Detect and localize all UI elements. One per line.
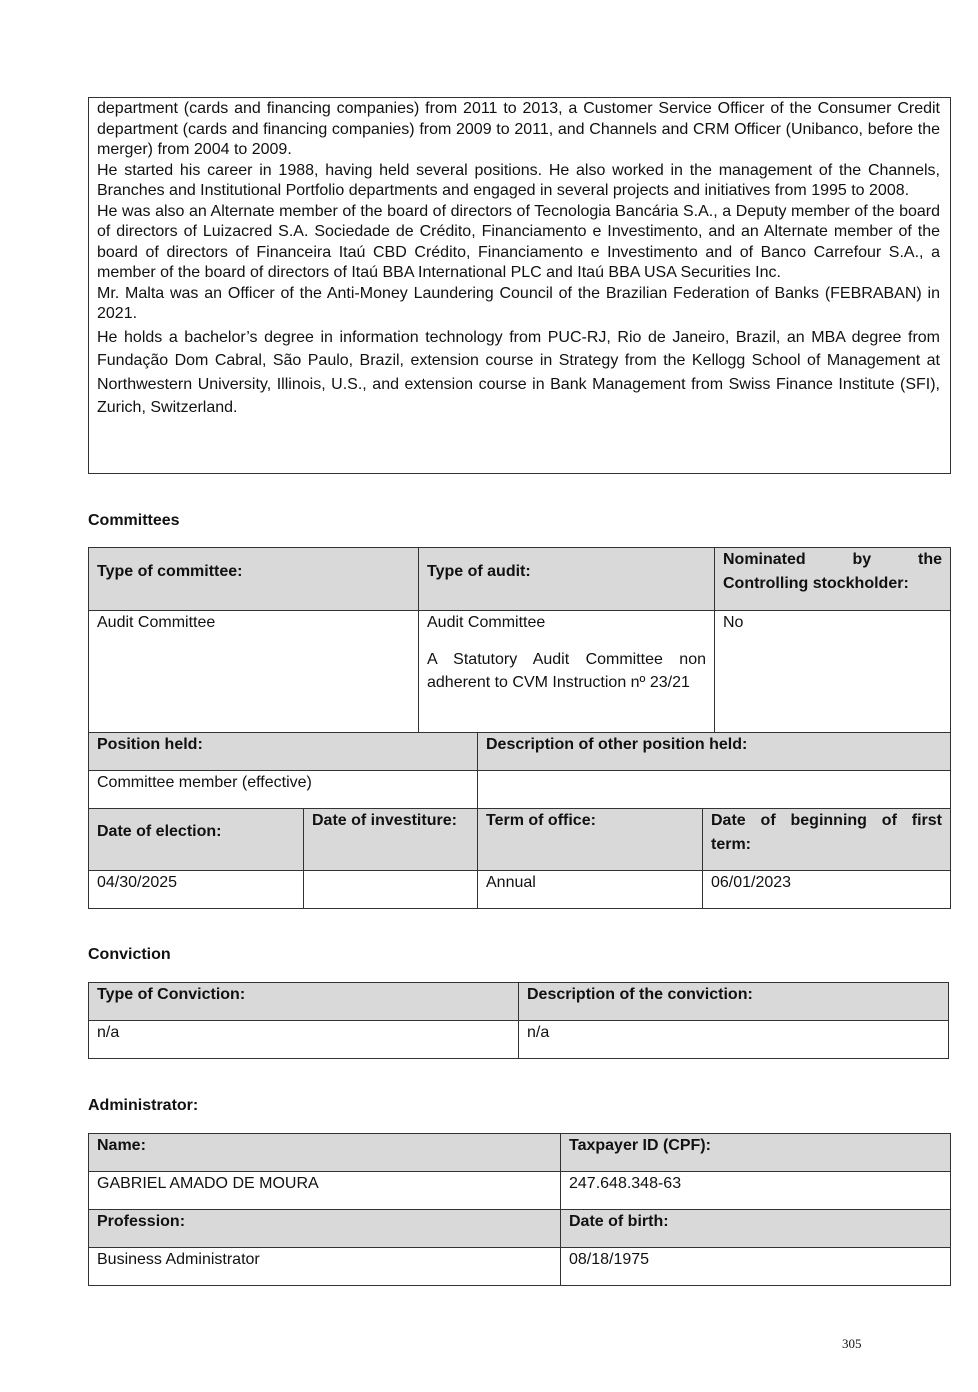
conviction-type-value: n/a [88,1020,519,1059]
other-position-label: Description of other position held: [477,732,951,771]
bio-paragraph-1: department (cards and financing companies) from 2011 to 2013, a Customer Service Officer of the Consumer Credit department (cards and financing companies) from 2009 to 2011, and Channels and CRM Officer (Unibanco, before the merger) from 2004 to 2009. [97,100,940,158]
type-of-audit-cell [418,610,715,733]
election-date-value: 04/30/2025 [88,870,304,909]
administrator-heading: Administrator: [88,1097,199,1114]
cpf-label: Taxpayer ID (CPF): [560,1133,951,1172]
investiture-date-label: Date of investiture: [303,808,478,871]
type-of-audit-value: Audit Committee [427,614,546,631]
conviction-type-label: Type of Conviction: [88,982,519,1021]
type-of-audit-label: Type of audit: [418,547,715,611]
first-term-date-label: Date of beginning of first term: [702,808,951,871]
other-position-value [477,770,951,809]
investiture-date-value [303,870,478,909]
bio-paragraph-3: He was also an Alternate member of the board of directors of Tecnologia Bancária S.A., a Deputy member of the board of directors of Luizacred S.A. Sociedade de Crédito, Financiamento e Investimento, and an Alternate member of the board of directors of Financeira Itaú CBD Crédito, Financiamento e Investimento and of Banco Carrefour S.A., a member of the board of directors of Itaú BBA International PLC and Itaú BBA USA Securities Inc. [97,202,940,281]
birth-date-value: 08/18/1975 [560,1247,951,1286]
birth-date-label: Date of birth: [560,1209,951,1248]
type-of-committee-value: Audit Committee [88,610,419,733]
conviction-description-value: n/a [518,1020,949,1059]
nominated-value: No [714,610,951,733]
term-of-office-value: Annual [477,870,703,909]
page-number: 305 [842,1336,862,1351]
position-held-value: Committee member (effective) [88,770,478,809]
profession-value: Business Administrator [88,1247,561,1286]
committees-heading: Committees [88,512,180,529]
cpf-value: 247.648.348-63 [560,1171,951,1210]
conviction-heading: Conviction [88,946,171,963]
term-of-office-label: Term of office: [477,808,703,871]
type-of-committee-label: Type of committee: [88,547,419,611]
name-value: GABRIEL AMADO DE MOURA [88,1171,561,1210]
bio-paragraph-4: Mr. Malta was an Officer of the Anti-Money Laundering Council of the Brazilian Federation of Banks (FEBRABAN) in 2021. [97,284,940,322]
position-held-label: Position held: [88,732,478,771]
conviction-description-label: Description of the conviction: [518,982,949,1021]
bio-paragraph-5: He holds a bachelor’s degree in information technology from PUC-RJ, Rio de Janeiro, Brazil, an MBA degree from Fundação Dom Cabral, São Paulo, Brazil, extension course in Strategy from the Kellogg School of Management at Northwestern University, Illinois, U.S., and extension course in Bank Management from Swiss Finance Institute (SFI), Zurich, Switzerland. [97,328,940,416]
nominated-label: Nominated by the Controlling stockholder: [714,547,951,611]
election-date-label: Date of election: [88,808,304,871]
profession-label: Profession: [88,1209,561,1248]
first-term-date-value: 06/01/2023 [702,870,951,909]
biography-box [88,97,951,474]
type-of-audit-note: A Statutory Audit Committee non adherent to CVM Instruction nº 23/21 [427,650,706,691]
bio-paragraph-2: He started his career in 1988, having held several positions. He also worked in the management of the Channels, Branches and Institutional Portfolio departments and engaged in several projects and initiatives from 1995 to 2008. [97,161,940,199]
name-label: Name: [88,1133,561,1172]
